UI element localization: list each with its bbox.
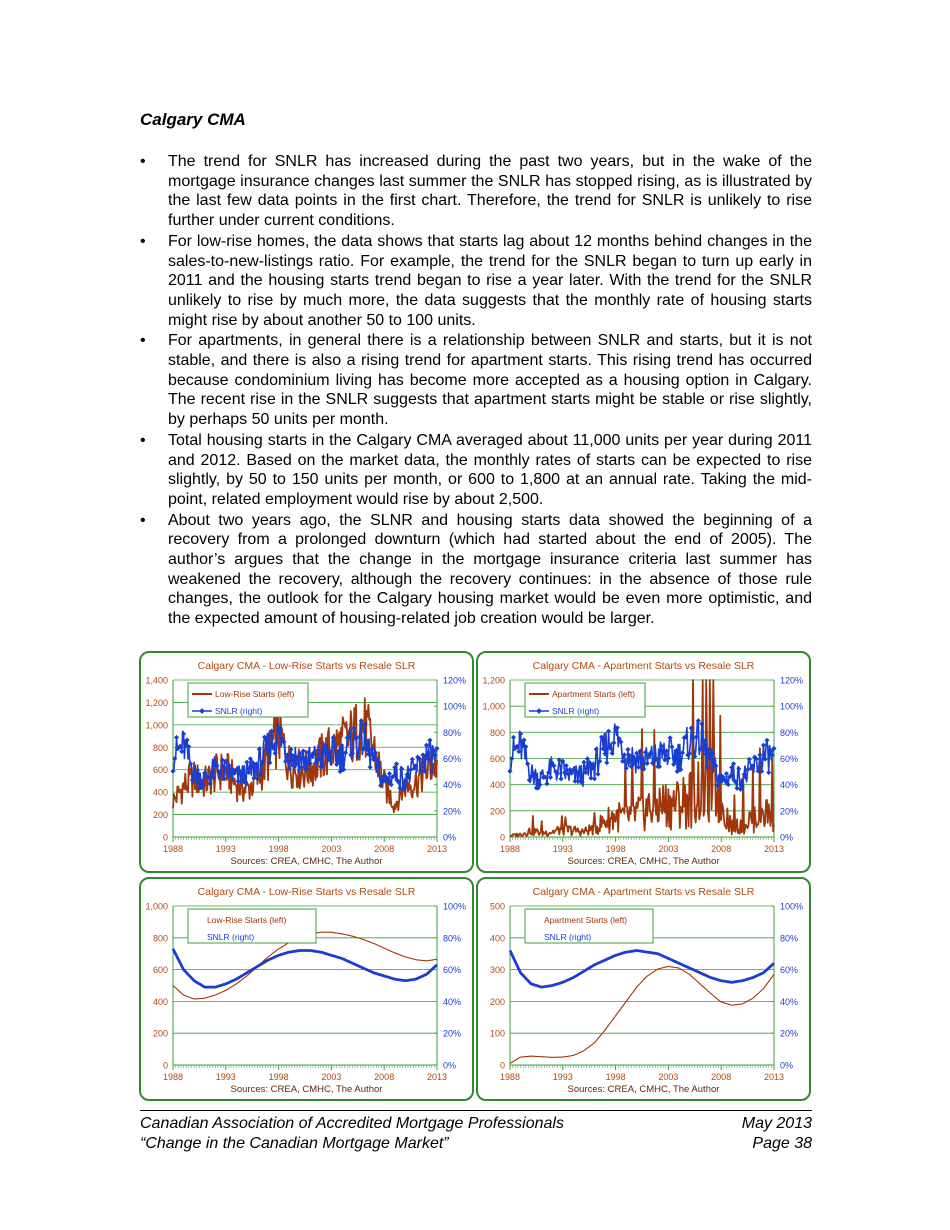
snlr-data-point xyxy=(766,770,771,775)
left-axis-tick-label: 400 xyxy=(489,933,505,944)
legend-label: SNLR (right) xyxy=(207,932,255,942)
left-axis-tick-label: 1,000 xyxy=(145,720,168,731)
footer-page-number: Page 38 xyxy=(752,1135,812,1152)
chart-title: Calgary CMA - Apartment Starts vs Resale SLR xyxy=(532,660,755,672)
bullet-icon: • xyxy=(140,332,146,350)
left-axis-tick-label: 200 xyxy=(152,1028,168,1039)
x-axis-tick-label: 2008 xyxy=(711,844,732,854)
right-axis-tick-label: 20% xyxy=(443,806,462,817)
left-axis-tick-label: 200 xyxy=(489,806,505,817)
chart-panel-lowrise-monthly xyxy=(139,651,474,873)
chart-source-note: Sources: CREA, CMHC, The Author xyxy=(230,1084,383,1095)
x-axis-tick-label: 1993 xyxy=(215,1072,236,1082)
right-axis-tick-label: 20% xyxy=(443,1028,462,1039)
left-axis-tick-label: 1,200 xyxy=(145,697,168,708)
x-axis-tick-label: 1988 xyxy=(162,844,184,854)
bullet-text: Total housing starts in the Calgary CMA averaged about 11,000 units per year during 2011 and 2012. Based on the market data, the monthly rates of starts can be expected to rise slightly, by 50 to 150 units per month, or 600 to 1,800 at an annual rate. Taking the mid-point, related employment would rise by about 2,500. xyxy=(168,431,812,508)
x-axis-tick-label: 2008 xyxy=(711,1072,732,1082)
x-axis-tick-label: 2013 xyxy=(763,1072,785,1082)
chart-apartment-trend xyxy=(478,879,809,1099)
bullet-item xyxy=(140,331,812,430)
chart-lowrise-trend xyxy=(141,879,472,1099)
snlr-data-point xyxy=(625,747,630,752)
left-axis-tick-label: 100 xyxy=(489,1028,505,1039)
x-axis-tick-label: 2013 xyxy=(763,844,785,854)
right-axis-tick-label: 20% xyxy=(780,1028,799,1039)
chart-panel-apartment-trend xyxy=(476,877,811,1101)
snlr-data-point xyxy=(427,738,432,743)
legend-label: Low-Rise Starts (left) xyxy=(207,915,287,925)
right-axis-tick-label: 80% xyxy=(780,727,799,738)
snlr-data-point xyxy=(724,771,729,776)
x-axis-tick-label: 1998 xyxy=(605,1072,626,1082)
left-axis-tick-label: 0 xyxy=(499,1060,505,1071)
legend-label: Apartment Starts (left) xyxy=(552,689,636,699)
x-axis-tick-label: 1988 xyxy=(499,844,521,854)
footer-date: May 2013 xyxy=(741,1115,812,1132)
snlr-data-point xyxy=(581,760,586,765)
x-axis-tick-label: 2013 xyxy=(426,844,448,854)
right-axis-tick-label: 0% xyxy=(443,1060,457,1071)
x-axis-tick-label: 2008 xyxy=(374,1072,395,1082)
left-axis-tick-label: 400 xyxy=(489,780,505,791)
left-axis-tick-label: 0 xyxy=(162,832,168,843)
snlr-data-point xyxy=(525,761,530,766)
footer-divider xyxy=(140,1110,812,1111)
snlr-data-point xyxy=(592,776,597,781)
right-axis-tick-label: 80% xyxy=(443,727,462,738)
right-axis-tick-label: 100% xyxy=(780,701,804,712)
snlr-data-point xyxy=(669,744,674,749)
bullet-item xyxy=(140,232,812,331)
bullet-icon: • xyxy=(140,431,146,449)
left-axis-tick-label: 200 xyxy=(152,810,168,821)
right-axis-tick-label: 0% xyxy=(443,832,457,843)
chart-apartment-monthly xyxy=(478,653,809,871)
legend-label: SNLR (right) xyxy=(544,932,592,942)
right-axis-tick-label: 60% xyxy=(443,965,462,976)
x-axis-tick-label: 1993 xyxy=(552,844,573,854)
snlr-data-point xyxy=(747,757,752,762)
x-axis-tick-label: 2003 xyxy=(658,1072,679,1082)
x-axis-tick-label: 2003 xyxy=(321,1072,342,1082)
snlr-data-point xyxy=(757,752,762,757)
bullet-item xyxy=(140,511,812,629)
right-axis-tick-label: 40% xyxy=(780,996,799,1007)
left-axis-tick-label: 500 xyxy=(489,901,505,912)
chart-lowrise-monthly xyxy=(141,653,472,871)
bullet-item xyxy=(140,152,812,231)
x-axis-tick-label: 2003 xyxy=(321,844,342,854)
x-axis-tick-label: 1998 xyxy=(605,844,626,854)
right-axis-tick-label: 60% xyxy=(780,965,799,976)
left-axis-tick-label: 300 xyxy=(489,965,505,976)
chart-title: Calgary CMA - Apartment Starts vs Resale SLR xyxy=(532,886,755,898)
footer-org: Canadian Association of Accredited Mortgage Professionals xyxy=(140,1115,564,1132)
right-axis-tick-label: 80% xyxy=(443,933,462,944)
left-axis-tick-label: 0 xyxy=(499,832,505,843)
left-axis-tick-label: 200 xyxy=(489,996,505,1007)
snlr-data-point xyxy=(387,771,392,776)
snlr-data-point xyxy=(764,738,769,743)
right-axis-tick-label: 100% xyxy=(443,701,467,712)
right-axis-tick-label: 40% xyxy=(443,996,462,1007)
bullet-text: The trend for SNLR has increased during the past two years, but in the wake of the mortgage insurance changes last summer the SNLR has stopped rising, as is illustrated by the last few data points in the first chart. Therefore, the trend for SNLR is unlikely to rise further under current conditions. xyxy=(168,153,812,230)
snlr-data-point xyxy=(548,775,553,780)
right-axis-tick-label: 60% xyxy=(443,754,462,764)
snlr-data-point xyxy=(410,757,415,762)
snlr-data-point xyxy=(368,765,373,770)
right-axis-tick-label: 40% xyxy=(780,780,799,791)
left-axis-tick-label: 1,200 xyxy=(482,675,505,686)
left-axis-tick-label: 400 xyxy=(152,787,168,798)
left-axis-tick-label: 800 xyxy=(489,727,505,738)
legend-label: SNLR (right) xyxy=(215,706,263,716)
left-axis-tick-label: 600 xyxy=(152,765,168,776)
bullet-text: About two years ago, the SLNR and housing starts data showed the beginning of a recovery from a prolonged downturn (which had started about the end of 2005). The author’s argues that the change in the mortgage insurance criteria last summer has weakened the recovery, although the recovery continues: in the absence of those rule changes, the outlook for the Calgary housing market would be even more optimistic, and the expected amount of housing-related job creation would be larger. xyxy=(168,511,812,628)
x-axis-tick-label: 1988 xyxy=(162,1072,184,1082)
right-axis-tick-label: 100% xyxy=(443,901,467,912)
left-axis-tick-label: 800 xyxy=(152,933,168,944)
bullet-icon: • xyxy=(140,153,146,170)
right-axis-tick-label: 40% xyxy=(443,780,462,791)
right-axis-tick-label: 80% xyxy=(780,933,799,944)
bullet-text: For low-rise homes, the data shows that starts lag about 12 months behind changes in the sales-to-new-listings ratio. For example, the trend for the SNLR began to turn up early in 2011 and the housing starts trend began to rise a year later. With the trend for the SNLR unlikely to rise by much more, the data suggests that the monthly rate of housing starts might rise by about another 50 to 100 units. xyxy=(168,232,812,329)
chart-title: Calgary CMA - Low-Rise Starts vs Resale SLR xyxy=(197,886,416,898)
legend-label: Apartment Starts (left) xyxy=(544,915,628,925)
right-axis-tick-label: 20% xyxy=(780,806,799,817)
x-axis-tick-label: 1993 xyxy=(215,844,236,854)
chart-panel-apartment-monthly xyxy=(476,651,811,873)
section-heading: Calgary CMA xyxy=(140,110,246,129)
x-axis-tick-label: 2008 xyxy=(374,844,395,854)
chart-source-note: Sources: CREA, CMHC, The Author xyxy=(230,856,383,867)
left-axis-tick-label: 800 xyxy=(152,742,168,753)
left-axis-tick-label: 400 xyxy=(152,996,168,1007)
legend-label: Low-Rise Starts (left) xyxy=(215,689,295,699)
snlr-data-point xyxy=(604,760,609,765)
right-axis-tick-label: 100% xyxy=(780,901,804,912)
bullet-icon: • xyxy=(140,511,146,529)
x-axis-tick-label: 1998 xyxy=(268,844,289,854)
right-axis-tick-label: 120% xyxy=(443,675,467,686)
chart-title: Calgary CMA - Low-Rise Starts vs Resale SLR xyxy=(197,660,416,672)
snlr-data-point xyxy=(668,735,673,740)
x-axis-tick-label: 2003 xyxy=(658,844,679,854)
bullet-icon: • xyxy=(140,232,146,250)
right-axis-tick-label: 60% xyxy=(780,754,799,764)
snlr-data-point xyxy=(558,776,563,781)
bullet-item xyxy=(140,431,812,510)
footer-report-title: “Change in the Canadian Mortgage Market” xyxy=(140,1135,449,1152)
legend-label: SNLR (right) xyxy=(552,706,600,716)
chart-source-note: Sources: CREA, CMHC, The Author xyxy=(567,856,720,867)
x-axis-tick-label: 2013 xyxy=(426,1072,448,1082)
left-axis-tick-label: 600 xyxy=(489,754,505,764)
snlr-data-point xyxy=(507,769,512,774)
right-axis-tick-label: 0% xyxy=(780,1060,794,1071)
snlr-data-point xyxy=(595,772,600,777)
chart-panel-lowrise-trend xyxy=(139,877,474,1101)
snlr-data-point xyxy=(544,781,549,786)
right-axis-tick-label: 120% xyxy=(780,675,804,686)
snlr-data-point xyxy=(511,735,516,740)
x-axis-tick-label: 1998 xyxy=(268,1072,289,1082)
bullet-list xyxy=(140,152,812,630)
snlr-trend-line xyxy=(173,949,437,987)
x-axis-tick-label: 1988 xyxy=(499,1072,521,1082)
left-axis-tick-label: 1,000 xyxy=(482,701,505,712)
left-axis-tick-label: 0 xyxy=(162,1060,168,1071)
x-axis-tick-label: 1993 xyxy=(552,1072,573,1082)
snlr-data-point xyxy=(606,729,611,734)
snlr-data-point xyxy=(244,760,249,765)
bullet-text: For apartments, in general there is a relationship between SNLR and starts, but it is not stable, and there is also a rising trend for apartment starts. This rising trend has occurred because condominium living has become more accepted as a housing option in Calgary. The recent rise in the SNLR suggests that apartment starts might be stable or rise slightly, by perhaps 50 units per month. xyxy=(168,332,812,429)
chart-source-note: Sources: CREA, CMHC, The Author xyxy=(567,1084,720,1095)
snlr-data-point xyxy=(174,735,179,740)
left-axis-tick-label: 600 xyxy=(152,965,168,976)
left-axis-tick-label: 1,000 xyxy=(145,901,168,912)
left-axis-tick-label: 1,400 xyxy=(145,675,168,686)
right-axis-tick-label: 0% xyxy=(780,832,794,843)
